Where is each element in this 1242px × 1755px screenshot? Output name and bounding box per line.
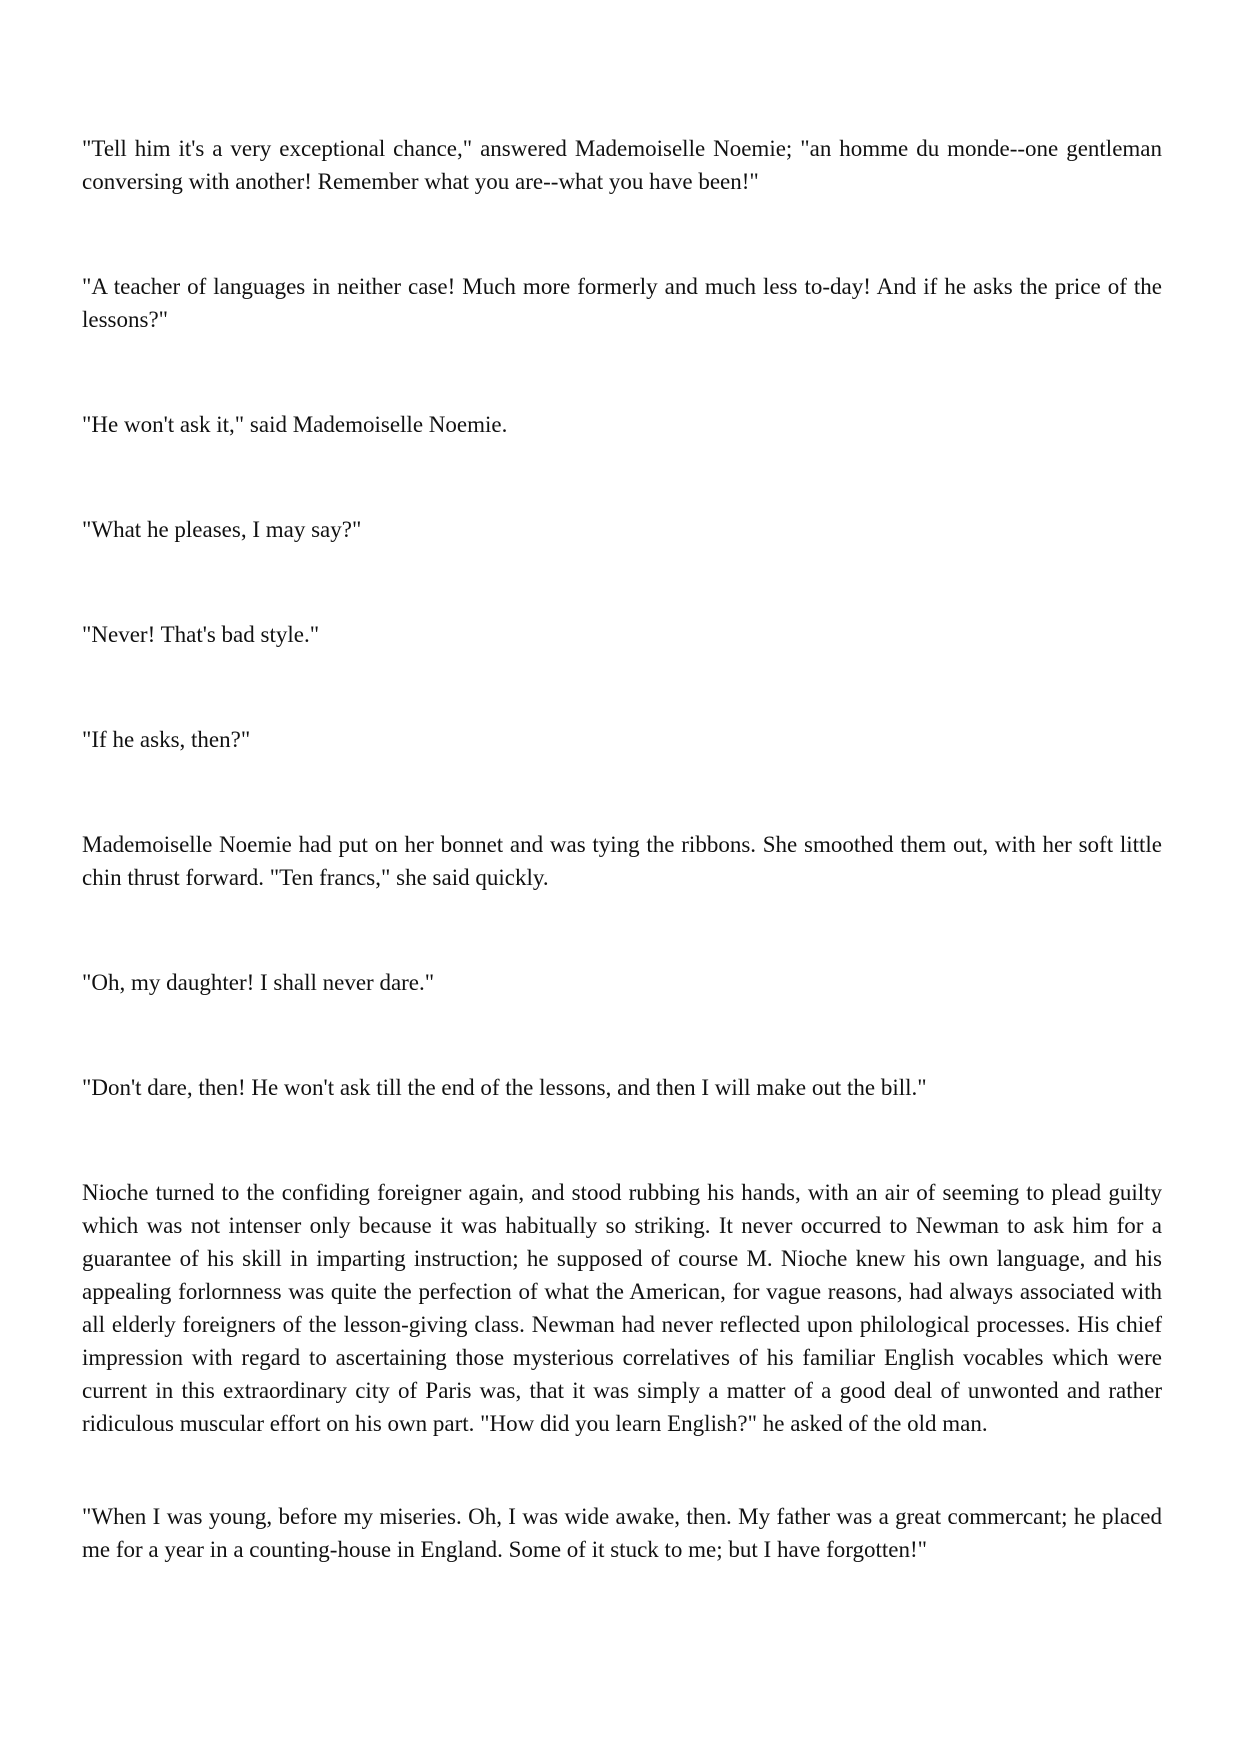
paragraph-10: Nioche turned to the confiding foreigner again, and stood rubbing his hands, with an air of seeming to plead guilty which was not intenser only because it was habitually so striking. It never occurred to Newman to ask him for a guarantee of his skill in imparting instruction; he supposed of course M. Nioche knew his own language, and his appealing forlornness was quite the perfection of what the American, for vague reasons, had always associated with all elderly foreigners of the lesson-giving class. Newman had never reflected upon philological processes. His chief impression with regard to ascertaining those mysterious correlatives of his familiar English vocables which were current in this extraordinary city of Paris was, that it was simply a matter of a good deal of unwonted and rather ridiculous muscular effort on his own part. "How did you learn English?" he asked of the old man. (82, 1180, 1162, 1436)
paragraph-8: "Oh, my daughter! I shall never dare." (82, 970, 435, 995)
paragraph-9: "Don't dare, then! He won't ask till the end of the lessons, and then I will make out the bill." (82, 1075, 927, 1100)
paragraph-6: "If he asks, then?" (82, 727, 251, 752)
paragraph-11: "When I was young, before my miseries. Oh, I was wide awake, then. My father was a great commercant; he placed me for a year in a counting-house in England. Some of it stuck to me; but I have forgotten!" (82, 1504, 1162, 1562)
paragraph-2: "A teacher of languages in neither case! Much more formerly and much less to-day! And if he asks the price of the lessons?" (82, 274, 1162, 332)
paragraph-4: "What he pleases, I may say?" (82, 517, 362, 542)
paragraph-7: Mademoiselle Noemie had put on her bonnet and was tying the ribbons. She smoothed them out, with her soft little chin thrust forward. "Ten francs," she said quickly. (82, 832, 1162, 890)
paragraph-3: "He won't ask it," said Mademoiselle Noemie. (82, 412, 508, 437)
paragraph-5: "Never! That's bad style." (82, 622, 320, 647)
paragraph-1: "Tell him it's a very exceptional chance," answered Mademoiselle Noemie; "an homme du monde--one gentleman conversing with another! Remember what you are--what you have been!" (82, 136, 1162, 194)
